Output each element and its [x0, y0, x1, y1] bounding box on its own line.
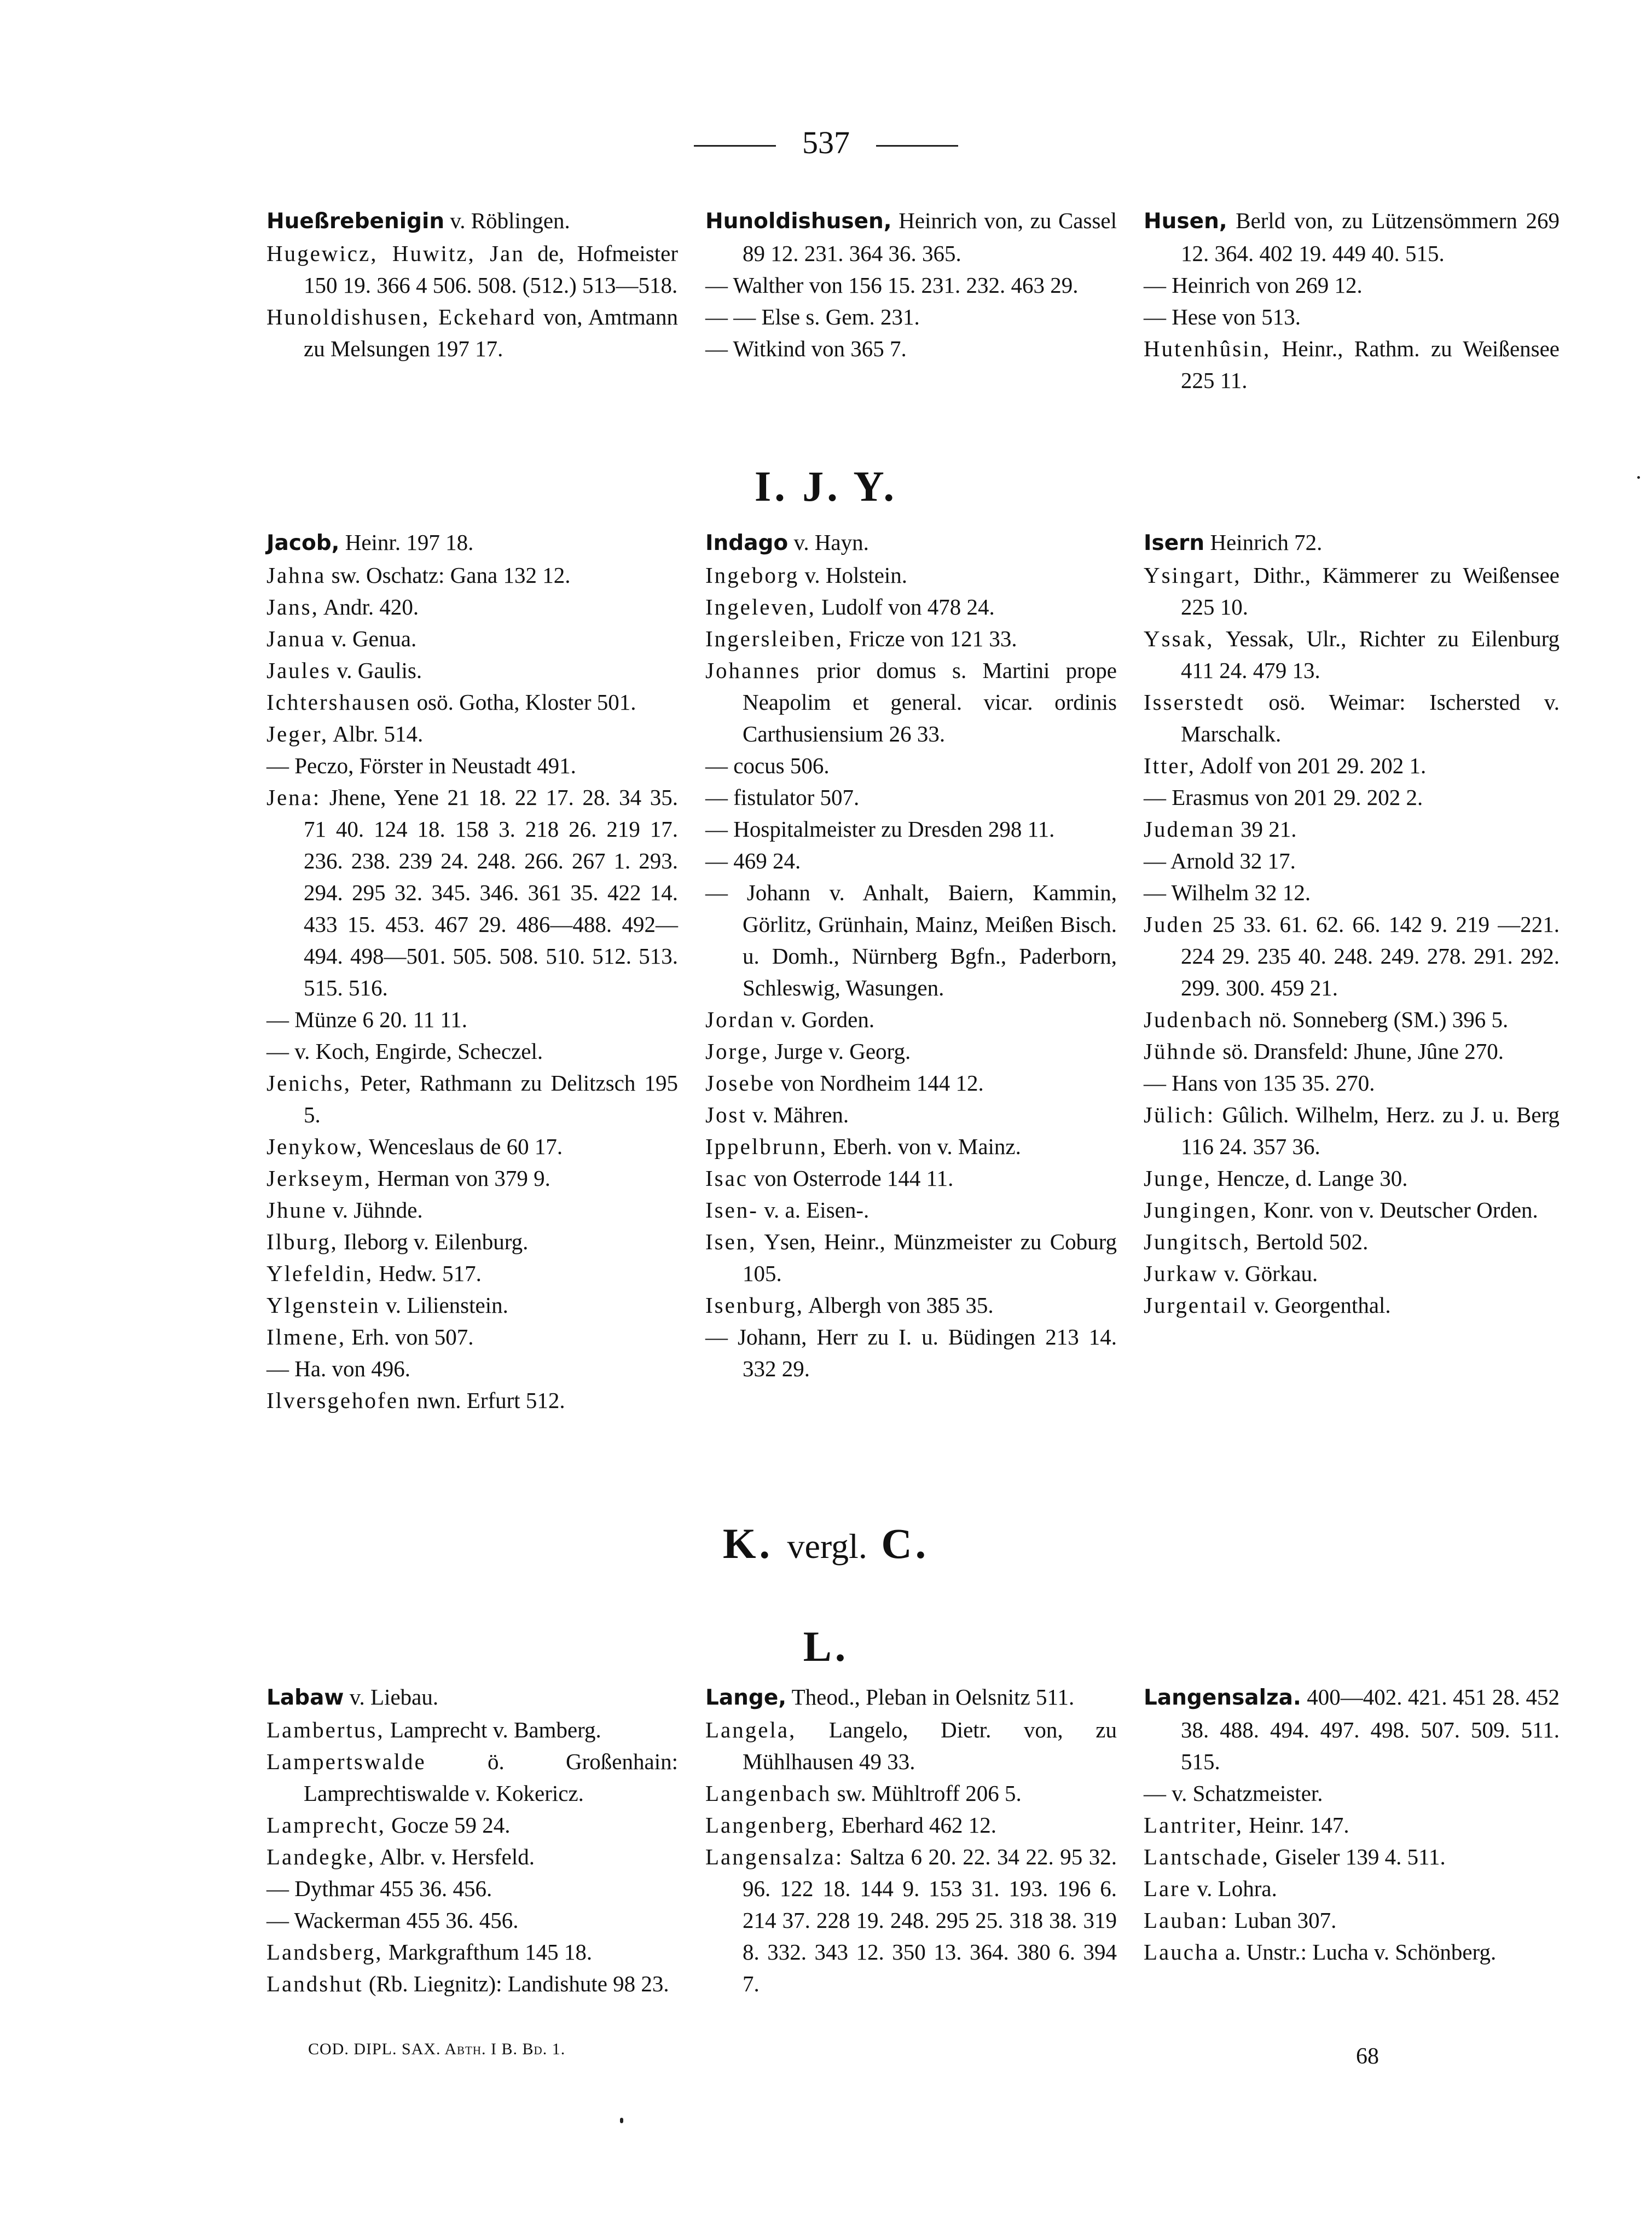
entry-text: 400—402. 421. 451 28. 452 38. 488. 494. 497. 498. 507. 509. 511. 515.: [1181, 1684, 1560, 1774]
entry-text: v. Lilienstein.: [380, 1293, 508, 1318]
index-entry: [1144, 1035, 1560, 1067]
entry-text: a. Unstr.: Lucha v. Schönberg.: [1219, 1939, 1497, 1965]
entry-text: Ludolf von 478 24.: [815, 594, 995, 619]
entry-text: sö. Dransfeld: Jhune, Jûne 270.: [1217, 1039, 1504, 1064]
page-number: [0, 127, 1652, 159]
index-entry: [1144, 1777, 1560, 1809]
index-entry: [1144, 845, 1560, 877]
entry-name: Yssak,: [1144, 626, 1214, 651]
entry-text: Adolf von 201 29. 202 1.: [1195, 753, 1427, 778]
index-entry: [1144, 623, 1560, 686]
section-heading-k-letter: K.: [722, 1520, 773, 1567]
entry-text: Wenceslaus de 60 17.: [363, 1134, 563, 1159]
entry-text: de, Hofmeister 150 19. 366 4 506. 508. (512.) 513—518.: [304, 241, 678, 298]
index-entry: [705, 1841, 1117, 2000]
entry-name: Landshut: [266, 1971, 363, 1996]
index-entry: [1144, 1258, 1560, 1289]
entry-name: Janua: [266, 626, 326, 651]
entry-name: Isserstedt: [1144, 689, 1245, 715]
entry-text: Theod., Pleban in Oelsnitz 511.: [786, 1684, 1075, 1710]
entry-text: v. Jühnde.: [327, 1197, 423, 1222]
index-entry: [266, 623, 678, 654]
index-entry: [266, 654, 678, 686]
index-entry: [705, 750, 1117, 781]
entry-name: Judenbach: [1144, 1007, 1254, 1032]
column-h-1: [266, 205, 678, 364]
entry-name: Jahna: [266, 563, 326, 588]
index-entry: [266, 750, 678, 781]
index-entry: [705, 591, 1117, 623]
index-entry: [1144, 1194, 1560, 1226]
index-entry: [705, 781, 1117, 813]
entry-text: nwn. Erfurt 512.: [411, 1388, 565, 1413]
index-entry: [266, 1873, 678, 1904]
entry-text: Saltza 6 20. 22. 34 22. 95 32. 96. 122 18. 144 9. 153 31. 193. 196 6. 214 37. 228 19. 248. 295 25. 318 38. 319 8. 332. 343 12. 350 13. 364. 380 6. 394 7.: [743, 1844, 1117, 1996]
index-entry: [266, 1226, 678, 1258]
entry-text: Lamprecht v. Bamberg.: [384, 1717, 601, 1742]
index-entry: [1144, 1809, 1560, 1841]
entry-text: Albergh von 385 35.: [803, 1293, 994, 1318]
entry-text: — Johann v. Anhalt, Baiern, Kammin, Görlitz, Grünhain, Mainz, Meißen Bisch. u. Domh., Nürnberg Bgfn., Paderborn, Schleswig, Wasungen.: [705, 880, 1117, 1000]
index-entry: [705, 205, 1117, 269]
entry-text: Konr. von v. Deutscher Orden.: [1257, 1197, 1538, 1222]
entry-name: Jenykow,: [266, 1134, 364, 1159]
index-entry: [1144, 1099, 1560, 1162]
entry-text: Andr. 420.: [318, 594, 419, 619]
entry-name: Ichtershausen: [266, 689, 411, 715]
entry-text: Bertold 502.: [1250, 1229, 1369, 1254]
entry-text: sw. Mühltroff 206 5.: [831, 1781, 1022, 1806]
index-entry: [266, 1321, 678, 1353]
entry-name: Ingeborg: [705, 563, 799, 588]
index-entry: [266, 1936, 678, 1968]
index-entry: [266, 1353, 678, 1384]
index-entry: [705, 1004, 1117, 1035]
entry-text: prior domus s. Martini prope Neapolim et general. vicar. ordinis Carthusiensium 26 33.: [743, 658, 1117, 746]
entry-name: Jena:: [266, 785, 321, 810]
index-entry: [1144, 1904, 1560, 1936]
entry-name: Lampertswalde: [266, 1749, 426, 1774]
entry-text: von Nordheim 144 12.: [775, 1070, 984, 1096]
entry-headword: Isern: [1144, 531, 1205, 555]
index-entry: [266, 205, 678, 237]
entry-text: v. Holstein.: [799, 563, 908, 588]
index-entry: [1144, 686, 1560, 750]
footer-note: COD. DIPL. SAX. Abth. I B. Bd. 1.: [308, 2040, 566, 2058]
entry-name: Ylgenstein: [266, 1293, 380, 1318]
signature-mark: 68: [1356, 2044, 1379, 2069]
index-entry: [705, 877, 1117, 1004]
entry-name: Jühnde: [1144, 1039, 1218, 1064]
entry-name: Jurgentail: [1144, 1293, 1248, 1318]
entry-text: (Rb. Liegnitz): Landishute 98 23.: [363, 1971, 669, 1996]
entry-name: Hutenhûsin,: [1144, 336, 1271, 361]
index-entry: [266, 718, 678, 750]
index-entry: [266, 1004, 678, 1035]
index-entry: [705, 813, 1117, 845]
entry-name: Landegke,: [266, 1844, 375, 1869]
entry-text: v. Gorden.: [775, 1007, 875, 1032]
index-entry: [705, 1777, 1117, 1809]
entry-headword: Hunoldishusen,: [705, 209, 892, 234]
entry-text: 39 21.: [1234, 816, 1297, 842]
entry-text: Ileborg v. Eilenburg.: [338, 1229, 529, 1254]
entry-text: v. Mähren.: [746, 1102, 849, 1127]
column-h-3: [1144, 205, 1560, 396]
page-number-rule-right: [876, 145, 958, 147]
entry-text: v. Genua.: [326, 626, 417, 651]
entry-text: — Dythmar 455 36. 456.: [266, 1876, 492, 1901]
entry-name: Jungingen,: [1144, 1197, 1258, 1222]
entry-name: Jenichs,: [266, 1070, 351, 1096]
entry-text: — fistulator 507.: [705, 785, 860, 810]
entry-text: Giseler 139 4. 511.: [1269, 1844, 1446, 1869]
index-entry: [1144, 205, 1560, 269]
entry-name: Lauban:: [1144, 1908, 1229, 1933]
column-i-1: [266, 526, 678, 1416]
index-entry: [266, 1904, 678, 1936]
index-entry: [266, 1809, 678, 1841]
entry-name: Jhune: [266, 1197, 327, 1222]
index-entry: [266, 1841, 678, 1873]
entry-name: Jungitsch,: [1144, 1229, 1251, 1254]
entry-text: Albr. v. Hersfeld.: [375, 1844, 535, 1869]
section-heading-k-vergl: vergl.: [787, 1527, 867, 1566]
entry-name: Laucha: [1144, 1939, 1220, 1965]
index-entry: [705, 845, 1117, 877]
index-entry: [1144, 1841, 1560, 1873]
index-entry: [1144, 301, 1560, 333]
entry-text: Erh. von 507.: [346, 1324, 474, 1349]
index-entry: [705, 1809, 1117, 1841]
index-entry: [266, 1035, 678, 1067]
index-entry: [266, 1968, 678, 2000]
entry-text: von, Amtmann zu Melsungen 197 17.: [304, 304, 678, 361]
index-entry: [1144, 750, 1560, 781]
index-entry: [705, 1035, 1117, 1067]
entry-name: Juden: [1144, 912, 1204, 937]
entry-text: v. Georgenthal.: [1248, 1293, 1391, 1318]
entry-name: Langenberg,: [705, 1812, 836, 1838]
entry-name: Landsberg,: [266, 1939, 383, 1965]
entry-name: Isac: [705, 1166, 749, 1191]
entry-text: — Wilhelm 32 12.: [1144, 880, 1311, 905]
section-heading-l: L.: [803, 1623, 849, 1670]
entry-text: — Heinrich von 269 12.: [1144, 273, 1363, 298]
index-entry: [705, 1321, 1117, 1384]
section-heading-k: [0, 1522, 1652, 1565]
entry-name: Jerkseym,: [266, 1166, 372, 1191]
entry-name: Lare: [1144, 1876, 1192, 1901]
entry-text: Eberhard 462 12.: [836, 1812, 997, 1838]
entry-text: Ysen, Heinr., Münzmeister zu Coburg 105.: [743, 1229, 1117, 1286]
entry-text: — Wackerman 455 36. 456.: [266, 1908, 519, 1933]
index-entry: [705, 559, 1117, 591]
entry-text: Heinr., Rathm. zu Weißensee 225 11.: [1181, 336, 1560, 393]
print-speck: [1637, 476, 1640, 479]
entry-headword: Lange,: [705, 1685, 787, 1710]
index-entry: [1144, 813, 1560, 845]
index-entry: [266, 591, 678, 623]
entry-name: Lamprecht,: [266, 1812, 386, 1838]
entry-text: Peter, Rathmann zu Delitzsch 195 5.: [304, 1070, 678, 1127]
index-entry: [1144, 269, 1560, 301]
index-entry: [705, 1162, 1117, 1194]
entry-name: Josebe: [705, 1070, 775, 1096]
entry-text: — Hese von 513.: [1144, 304, 1301, 329]
entry-name: Hugewicz, Huwitz, Jan: [266, 241, 525, 266]
index-entry: [705, 333, 1117, 364]
section-heading-ijy: I. J. Y.: [754, 462, 898, 510]
entry-text: Albr. 514.: [328, 721, 424, 746]
entry-name: Lantschade,: [1144, 1844, 1270, 1869]
entry-text: 25 33. 61. 62. 66. 142 9. 219 —221. 224 29. 235 40. 248. 249. 278. 291. 292. 299. 300. 459 21.: [1181, 912, 1560, 1000]
index-entry: [1144, 877, 1560, 908]
entry-text: Yessak, Ulr., Richter zu Eilenburg 411 24. 479 13.: [1181, 626, 1560, 683]
entry-text: Jhene, Yene 21 18. 22 17. 28. 34 35. 71 40. 124 18. 158 3. 218 26. 219 17. 236. 238. 239 24. 248. 266. 267 1. 293. 294. 295 32. 345. 346. 361 35. 422 14. 433 15. 453. 467 29. 486—488. 492—494. 498—501. 505. 508. 510. 512. 513. 515. 516.: [304, 785, 678, 1000]
index-entry: [266, 526, 678, 559]
entry-headword: Hueßrebenigin: [266, 209, 445, 234]
entry-text: ö. Großenhain: Lamprechtiswalde v. Kokericz.: [304, 1749, 678, 1806]
entry-name: Ingersleiben,: [705, 626, 843, 651]
entry-text: osö. Gotha, Kloster 501.: [411, 689, 636, 715]
column-l-2: [705, 1681, 1117, 2000]
entry-text: Hedw. 517.: [373, 1261, 482, 1286]
entry-text: — v. Koch, Engirde, Scheczel.: [266, 1039, 543, 1064]
entry-name: Jost: [705, 1102, 747, 1127]
entry-text: — — Else s. Gem. 231.: [705, 304, 920, 329]
index-entry: [1144, 1681, 1560, 1777]
entry-text: — Peczo, Förster in Neustadt 491.: [266, 753, 576, 778]
index-entry: [1144, 1936, 1560, 1968]
entry-text: osö. Weimar: Ischersted v. Marschalk.: [1181, 689, 1560, 746]
index-entry: [1144, 908, 1560, 1004]
index-entry: [266, 1289, 678, 1321]
entry-name: Jurkaw: [1144, 1261, 1219, 1286]
entry-text: v. Liebau.: [344, 1684, 439, 1710]
column-h-2: [705, 205, 1117, 364]
entry-text: — cocus 506.: [705, 753, 830, 778]
entry-name: Johannes: [705, 658, 801, 683]
entry-text: Hencze, d. Lange 30.: [1211, 1166, 1408, 1191]
entry-name: Jorge,: [705, 1039, 769, 1064]
index-entry: [266, 1681, 678, 1714]
index-entry: [705, 1226, 1117, 1289]
entry-name: Isen,: [705, 1229, 757, 1254]
index-entry: [266, 1162, 678, 1194]
entry-text: Herman von 379 9.: [372, 1166, 550, 1191]
entry-headword: Husen,: [1144, 209, 1227, 234]
entry-text: Dithr., Kämmerer zu Weißensee 225 10.: [1181, 563, 1560, 619]
entry-text: — Hospitalmeister zu Dresden 298 11.: [705, 816, 1055, 842]
entry-name: Langenbach: [705, 1781, 832, 1806]
entry-name: Ingeleven,: [705, 594, 816, 619]
index-entry: [266, 559, 678, 591]
entry-text: Jurge v. Georg.: [769, 1039, 911, 1064]
index-entry: [705, 1131, 1117, 1162]
entry-text: v. Lohra.: [1191, 1876, 1277, 1901]
entry-text: Heinr. 197 18.: [339, 530, 474, 555]
index-entry: [266, 301, 678, 364]
entry-text: — Münze 6 20. 11 11.: [266, 1007, 468, 1032]
index-entry: [266, 1714, 678, 1746]
entry-text: — Ha. von 496.: [266, 1356, 411, 1381]
index-entry: [705, 1289, 1117, 1321]
index-entry: [266, 781, 678, 1004]
entry-text: v. a. Eisen-.: [758, 1197, 870, 1222]
entry-headword: Langensalza.: [1144, 1685, 1301, 1710]
entry-name: Isen-: [705, 1197, 758, 1222]
index-entry: [705, 623, 1117, 654]
index-entry: [266, 1194, 678, 1226]
entry-text: Heinrich von, zu Cassel 89 12. 231. 364 36. 365.: [743, 208, 1117, 266]
entry-text: Luban 307.: [1228, 1908, 1337, 1933]
column-i-3: [1144, 526, 1560, 1321]
index-entry: [1144, 333, 1560, 396]
entry-name: Jaules: [266, 658, 332, 683]
entry-name: Ilversgehofen: [266, 1388, 411, 1413]
entry-text: Gûlich. Wilhelm, Herz. zu J. u. Berg 116 24. 357 36.: [1181, 1102, 1560, 1159]
entry-name: Judeman: [1144, 816, 1235, 842]
entry-name: Ilmene,: [266, 1324, 346, 1349]
index-entry: [1144, 1873, 1560, 1904]
entry-text: — Erasmus von 201 29. 202 2.: [1144, 785, 1423, 810]
index-entry: [1144, 1226, 1560, 1258]
section-heading-k-ref: C.: [881, 1520, 930, 1567]
entry-name: Jülich:: [1144, 1102, 1215, 1127]
entry-name: Jans,: [266, 594, 319, 619]
entry-text: Markgrafthum 145 18.: [382, 1939, 593, 1965]
index-entry: [266, 1746, 678, 1809]
index-entry: [1144, 526, 1560, 559]
index-entry: [705, 1681, 1117, 1714]
index-entry: [1144, 1162, 1560, 1194]
entry-text: — v. Schatzmeister.: [1144, 1781, 1323, 1806]
entry-name: Ilburg,: [266, 1229, 338, 1254]
index-entry: [705, 301, 1117, 333]
entry-text: Langelo, Dietr. von, zu Mühlhausen 49 33.: [743, 1717, 1117, 1774]
entry-name: Hunoldishusen, Eckehard: [266, 304, 536, 329]
index-entry: [705, 654, 1117, 750]
index-entry: [1144, 559, 1560, 623]
index-entry: [1144, 1289, 1560, 1321]
entry-name: Ylefeldin,: [266, 1261, 374, 1286]
page-number-rule-left: [694, 145, 776, 147]
index-entry: [705, 526, 1117, 559]
entry-name: Itter,: [1144, 753, 1196, 778]
column-l-3: [1144, 1681, 1560, 1968]
entry-text: v. Gaulis.: [331, 658, 422, 683]
entry-headword: Jacob,: [266, 531, 340, 555]
entry-text: — 469 24.: [705, 848, 801, 873]
entry-text: Gocze 59 24.: [385, 1812, 511, 1838]
entry-text: v. Görkau.: [1218, 1261, 1318, 1286]
index-entry: [266, 1384, 678, 1416]
index-entry: [705, 1194, 1117, 1226]
entry-text: — Walther von 156 15. 231. 232. 463 29.: [705, 273, 1079, 298]
entry-text: v. Röblingen.: [444, 208, 570, 233]
page-number-text: 537: [802, 125, 850, 160]
entry-text: Berld von, zu Lützensömmern 269 12. 364. 402 19. 449 40. 515.: [1181, 208, 1560, 266]
entry-name: Ippelbrunn,: [705, 1134, 828, 1159]
entry-name: Junge,: [1144, 1166, 1212, 1191]
entry-name: Isenburg,: [705, 1293, 804, 1318]
entry-text: Heinr. 147.: [1243, 1812, 1349, 1838]
index-entry: [266, 237, 678, 301]
entry-text: sw. Oschatz: Gana 132 12.: [326, 563, 571, 588]
entry-name: Jeger,: [266, 721, 329, 746]
entry-text: von Osterrode 144 11.: [748, 1166, 954, 1191]
column-l-1: [266, 1681, 678, 2000]
entry-text: nö. Sonneberg (SM.) 396 5.: [1253, 1007, 1509, 1032]
entry-name: Jordan: [705, 1007, 775, 1032]
entry-name: Langela,: [705, 1717, 797, 1742]
entry-text: — Johann, Herr zu I. u. Büdingen 213 14. 332 29.: [705, 1324, 1117, 1381]
index-entry: [266, 1258, 678, 1289]
entry-text: v. Hayn.: [788, 530, 869, 555]
entry-name: Ysingart,: [1144, 563, 1242, 588]
entry-headword: Indago: [705, 531, 789, 555]
entry-text: — Arnold 32 17.: [1144, 848, 1296, 873]
index-entry: [705, 1099, 1117, 1131]
index-entry: [266, 686, 678, 718]
entry-text: Eberh. von v. Mainz.: [827, 1134, 1021, 1159]
entry-headword: Labaw: [266, 1685, 344, 1710]
entry-text: Fricze von 121 33.: [843, 626, 1017, 651]
index-entry: [1144, 781, 1560, 813]
index-entry: [705, 1714, 1117, 1777]
entry-text: Heinrich 72.: [1204, 530, 1323, 555]
index-entry: [705, 269, 1117, 301]
entry-name: Lantriter,: [1144, 1812, 1244, 1838]
entry-text: — Hans von 135 35. 270.: [1144, 1070, 1375, 1096]
index-entry: [266, 1067, 678, 1131]
entry-text: — Witkind von 365 7.: [705, 336, 907, 361]
print-speck: [620, 2118, 623, 2123]
index-entry: [1144, 1067, 1560, 1099]
entry-name: Lambertus,: [266, 1717, 385, 1742]
index-entry: [705, 1067, 1117, 1099]
entry-name: Langensalza:: [705, 1844, 844, 1869]
index-entry: [1144, 1004, 1560, 1035]
column-i-2: [705, 526, 1117, 1384]
index-entry: [266, 1131, 678, 1162]
